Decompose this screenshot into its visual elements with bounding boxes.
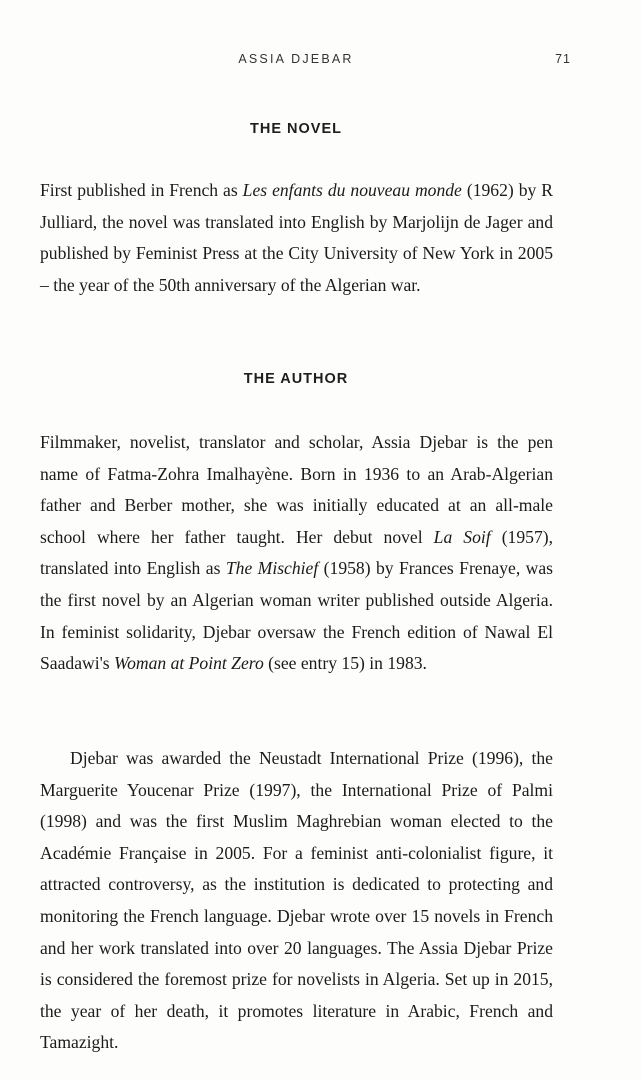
running-head — [0, 52, 641, 68]
author-text-1: Filmmaker, novelist, translator and scholar, Assia Djebar is the pen name of Fatma-Zohra Imalhayène. Born in 1936 to an Arab-Algerian father and Berber mother, she was initially educated at an all-male school where her father taught. Her debut novel — [40, 432, 553, 547]
author-text-4: (see entry 15) in 1983. — [263, 653, 427, 674]
author-paragraph-1 — [40, 427, 553, 680]
novel-text-1: First published in French as — [40, 180, 243, 200]
book-title-the-mischief: The Mischief — [225, 558, 319, 579]
section-heading-novel: THE NOVEL — [250, 121, 342, 137]
novel-text-2: (1962) by R Julliard, the novel was translated into English by Marjolijn de Jager and published by Feminist Press at the City University of New York in 2005 – the year of the 50th anniversary of the Algerian war. — [40, 180, 553, 295]
author-paragraph-2: Djebar was awarded the Neustadt International Prize (1996), the Marguerite Youcenar Prize (1997), the International Prize of Palmi (1998) and was the first Muslim Maghrebian woman elected to the Académie Française in 2005. For a feminist anti-colonialist figure, it attracted controversy, as the institution is dedicated to protecting and monitoring the French language. Djebar wrote over 15 novels in French and her work translated into over 20 languages. The Assia Djebar Prize is considered the foremost prize for novelists in Algeria. Set up in 2015, the year of her death, it promotes literature in Arabic, French and Tamazight. — [40, 748, 553, 1053]
author-text-2: (1957), translated into English as — [40, 526, 554, 579]
author-text-3: (1958) by Frances Frenaye, was the first novel by an Algerian woman writer published outside Algeria. In feminist solidarity, Djebar oversaw the French edition of Nawal El Saadawi's — [40, 558, 553, 674]
novel-paragraph — [40, 175, 553, 301]
page-number: 71 — [555, 52, 571, 66]
running-head-title: ASSIA DJEBAR — [238, 52, 354, 66]
book-title-la-soif: La Soif — [433, 526, 491, 547]
book-title-woman-at-point-zero: Woman at Point Zero — [114, 653, 264, 674]
section-heading-author: THE AUTHOR — [243, 371, 349, 387]
novel-title-french: Les enfants du nouveau monde — [242, 180, 462, 200]
